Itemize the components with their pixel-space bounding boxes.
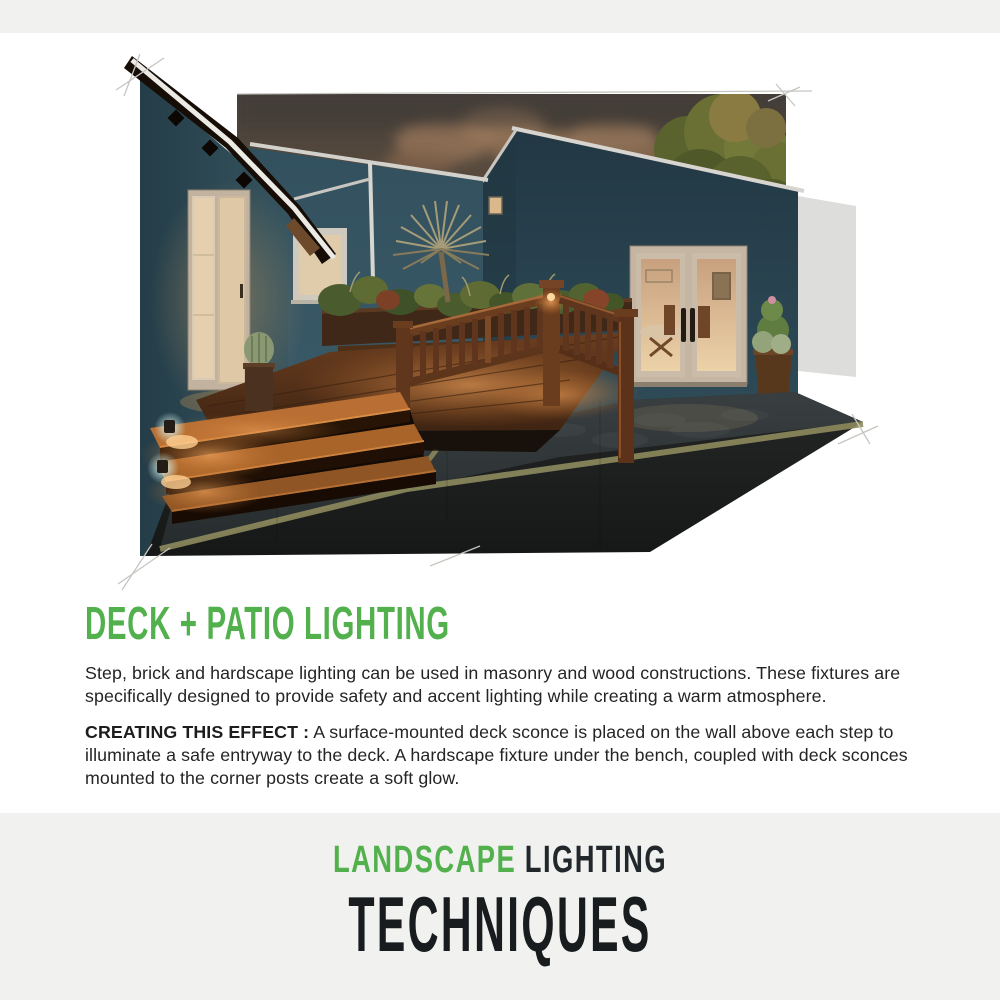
cactus-planter-left (243, 332, 275, 411)
picture-frame (713, 273, 730, 299)
effect-text: A surface-mounted deck sconce is placed on the wall above each step to illuminate a safe entryway to the deck. A hardscape fixture under the bench, coupled with deck sconces mounted to the corner posts create a soft glow. (85, 722, 908, 788)
side-panel (798, 196, 856, 377)
door-handle (681, 308, 686, 342)
dining-table (640, 325, 682, 339)
intro-paragraph: Step, brick and hardscape lighting can be used in masonry and wood constructions. These fixtures are specifically designed to provide safety and accent lighting while creating a warm atmosphere. (85, 663, 901, 706)
brand-word-landscape: LANDSCAPE (332, 839, 517, 881)
french-doors (630, 246, 747, 387)
door-handle (690, 308, 695, 342)
small-lit-window (489, 197, 502, 214)
entry-door (188, 190, 250, 390)
chair (698, 306, 710, 338)
brand-word-techniques: TECHNIQUES (348, 880, 652, 968)
article (85, 597, 930, 790)
footer-brand (0, 813, 1000, 1000)
brand-line1 (140, 841, 860, 879)
door-handle (240, 284, 243, 298)
page-title: DECK + PATIO LIGHTING (85, 597, 450, 649)
brand-word-lighting: LIGHTING (524, 839, 668, 881)
chair (664, 305, 675, 335)
effect-paragraph (85, 721, 930, 790)
effect-label: CREATING THIS EFFECT : (85, 722, 310, 742)
